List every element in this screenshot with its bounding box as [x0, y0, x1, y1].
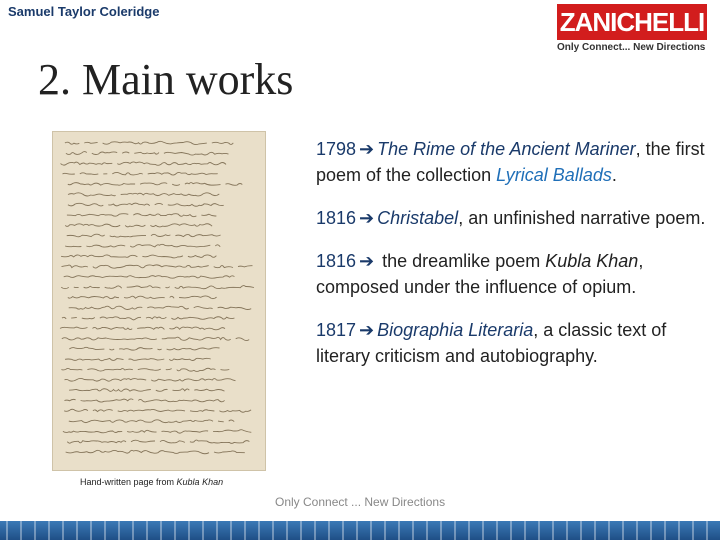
work-year: 1817 — [316, 320, 357, 340]
bar-stripe — [706, 521, 708, 540]
caption-prefix: Hand-written page from — [80, 477, 177, 487]
bar-stripe — [356, 521, 358, 540]
bar-stripe — [342, 521, 344, 540]
work-item-kubla-khan — [316, 248, 706, 300]
bar-stripe — [300, 521, 302, 540]
bar-stripe — [146, 521, 148, 540]
work-description: , an unfinished narrative poem. — [458, 208, 706, 228]
work-year: 1816 — [316, 208, 357, 228]
bar-stripe — [370, 521, 372, 540]
bar-stripe — [62, 521, 64, 540]
bar-stripe — [594, 521, 596, 540]
arrow-icon: ➔ — [359, 251, 375, 271]
bar-stripe — [48, 521, 50, 540]
bar-stripe — [566, 521, 568, 540]
bar-stripe — [622, 521, 624, 540]
bar-stripe — [202, 521, 204, 540]
work-item-rime — [316, 136, 706, 188]
bar-stripe — [398, 521, 400, 540]
work-item-biographia — [316, 317, 706, 369]
bar-stripe — [692, 521, 694, 540]
bar-stripe — [510, 521, 512, 540]
bar-stripe — [314, 521, 316, 540]
bar-stripe — [426, 521, 428, 540]
bar-stripe — [496, 521, 498, 540]
work-description: , a classic text of literary criticism and autobiography. — [316, 320, 667, 366]
bar-stripe — [286, 521, 288, 540]
work-year: 1816 — [316, 251, 357, 271]
work-prefix: the dreamlike poem — [377, 251, 546, 271]
bar-stripe — [608, 521, 610, 540]
bar-stripe — [188, 521, 190, 540]
bar-stripe — [104, 521, 106, 540]
bar-stripe — [132, 521, 134, 540]
work-collection: Lyrical Ballads — [496, 165, 612, 185]
bar-stripe — [90, 521, 92, 540]
publisher-logo — [555, 4, 715, 54]
bar-stripe — [384, 521, 386, 540]
bar-stripe — [272, 521, 274, 540]
bar-stripe — [678, 521, 680, 540]
arrow-icon: ➔ — [359, 139, 375, 159]
bar-stripe — [258, 521, 260, 540]
bar-stripe — [636, 521, 638, 540]
bar-stripe — [524, 521, 526, 540]
bar-stripe — [468, 521, 470, 540]
work-description: , the first poem of the collection — [316, 139, 705, 185]
handwriting-lines — [52, 131, 266, 471]
manuscript-image — [52, 131, 266, 471]
bar-stripe — [160, 521, 162, 540]
bar-stripe — [650, 521, 652, 540]
bar-stripe — [664, 521, 666, 540]
bar-stripe — [230, 521, 232, 540]
work-title: Kubla Khan — [545, 251, 639, 271]
bar-stripe — [412, 521, 414, 540]
bottom-decorative-bar — [0, 521, 720, 540]
bar-stripe — [538, 521, 540, 540]
header-label: Samuel Taylor Coleridge — [8, 4, 160, 19]
bar-stripe — [76, 521, 78, 540]
bar-stripe — [34, 521, 36, 540]
bar-stripe — [6, 521, 8, 540]
work-end: . — [611, 165, 617, 185]
arrow-icon: ➔ — [359, 320, 375, 340]
bar-stripe — [20, 521, 22, 540]
bar-stripe — [580, 521, 582, 540]
bar-stripe — [454, 521, 456, 540]
bar-stripe — [244, 521, 246, 540]
work-description: , composed under the influence of opium. — [316, 251, 644, 297]
bar-stripe — [552, 521, 554, 540]
bar-stripe — [482, 521, 484, 540]
work-title: The Rime of the Ancient Mariner — [377, 139, 636, 159]
works-list — [316, 136, 706, 386]
bar-stripe — [216, 521, 218, 540]
footer-text: Only Connect ... New Directions — [275, 495, 446, 509]
work-title: Biographia Literaria — [377, 320, 534, 340]
arrow-icon: ➔ — [359, 208, 375, 228]
slide-title: 2. Main works — [38, 55, 294, 104]
image-caption — [80, 477, 223, 487]
bar-stripe — [118, 521, 120, 540]
work-item-christabel — [316, 205, 706, 231]
work-year: 1798 — [316, 139, 357, 159]
logo-tagline: Only Connect... New Directions — [557, 42, 706, 53]
caption-work: Kubla Khan — [176, 477, 224, 487]
logo-brand: ZANICHELLI — [557, 4, 707, 40]
bar-stripe — [440, 521, 442, 540]
work-title: Christabel — [377, 208, 459, 228]
bar-stripe — [328, 521, 330, 540]
bar-stripe — [174, 521, 176, 540]
